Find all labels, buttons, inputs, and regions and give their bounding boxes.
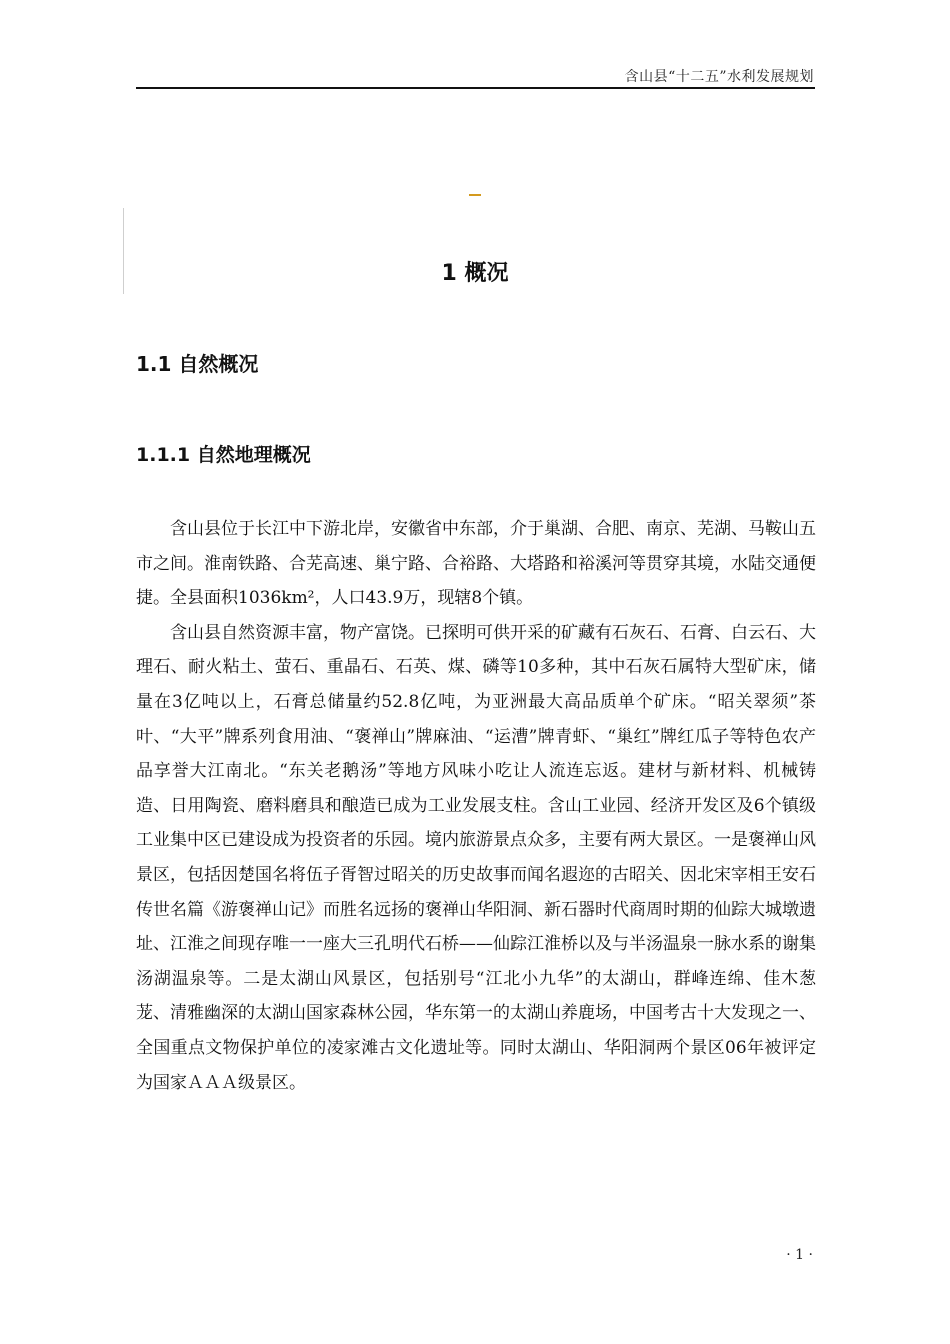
chapter-title: 1 概况 [441,261,509,286]
page-number: · 1 · [786,1247,813,1263]
section-heading: 1.1 自然概况 [136,352,259,376]
subsection-heading: 1.1.1 自然地理概况 [136,444,311,466]
chapter-marker [469,194,481,196]
running-header-title: 含山县“十二五”水利发展规划 [624,69,814,85]
header-divider [136,87,815,89]
body-text [136,512,816,1100]
paragraph: 含山县位于长江中下游北岸，安徽省中东部，介于巢湖、合肥、南京、芜湖、马鞍山五市之间。淮南铁路、合芜高速、巢宁路、合裕路、大塔路和裕溪河等贯穿其境，水陆交通便捷。全县面积1036km²，人口43.9万，现辖8个镇。 [136,519,816,609]
paragraph: 含山县自然资源丰富，物产富饶。已探明可供开采的矿藏有石灰石、石膏、白云石、大理石、耐火粘土、萤石、重晶石、石英、煤、磷等10多种，其中石灰石属特大型矿床，储量在3亿吨以上，石膏总储量约52.8亿吨，为亚洲最大高品质单个矿床。“昭关翠须”茶叶、“大平”牌系列食用油、“褒禅山”牌麻油、“运漕”牌青虾、“巢红”牌红瓜子等特色农产品享誉大江南北。“东关老鹅汤”等地方风味小吃让人流连忘返。建材与新材料、机械铸造、日用陶瓷、磨料磨具和酿造已成为工业发展支柱。含山工业园、经济开发区及6个镇级工业集中区已建设成为投资者的乐园。境内旅游景点众多，主要有两大景区。一是褒禅山风景区，包括因楚国名将伍子胥智过昭关的历史故事而闻名遐迩的古昭关、因北宋宰相王安石传世名篇《游褒禅山记》而胜名远扬的褒禅山华阳洞、新石器时代商周时期的仙踪大城墩遗址、江淮之间现存唯一一座大三孔明代石桥——仙踪江淮桥以及与半汤温泉一脉水系的谢集汤湖温泉等。二是太湖山风景区，包括别号“江北小九华”的太湖山，群峰连绵、佳木葱茏、清雅幽深的太湖山国家森林公园，华东第一的太湖山养鹿场，中国考古十大发现之一、全国重点文物保护单位的凌家滩古文化遗址等。同时太湖山、华阳洞两个景区06年被评定为国家ＡＡＡ级景区。 [136,622,816,1093]
